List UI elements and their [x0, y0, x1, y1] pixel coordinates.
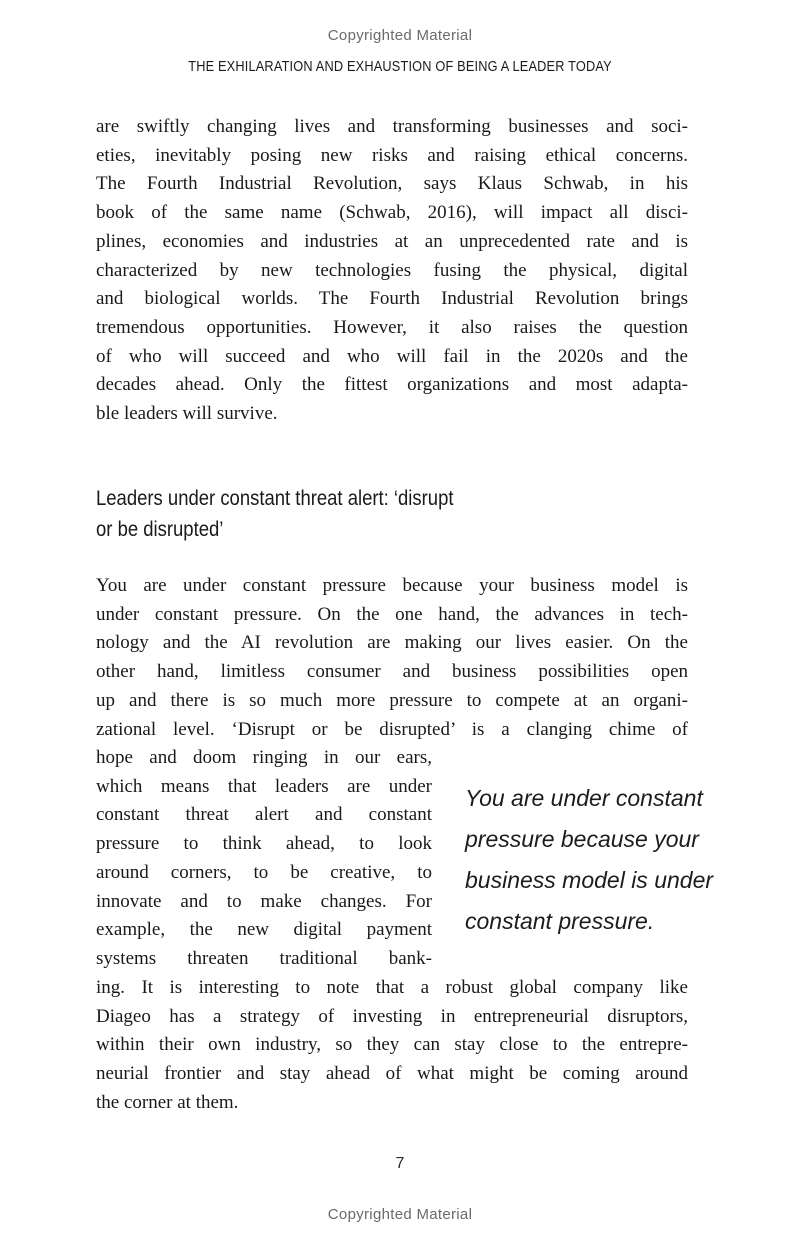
text-line: of who will succeed and who will fail in the 2020s and the [96, 345, 688, 367]
text-line: example, the new digital payment [96, 919, 432, 941]
paragraph-2-last-line: the corner at them. [96, 1091, 239, 1113]
running-header: THE EXHILARATION AND EXHAUSTION OF BEING A LEADER TODAY [188, 59, 612, 75]
section-heading [96, 483, 617, 545]
text-line: which means that leaders are under [96, 775, 432, 797]
text-line: or be disrupted’ [96, 518, 224, 541]
text-line: You are under constant [465, 785, 703, 811]
copyright-notice-bottom: Copyrighted Material [327, 1206, 473, 1223]
text-line: You are under constant pressure because your business model is [96, 575, 688, 596]
text-line: Leaders under constant threat alert: ‘disrupt [96, 487, 454, 510]
text-line: nology and the AI revolution are making our lives easier. On the [96, 632, 688, 654]
text-line: around corners, to be creative, to [96, 861, 432, 883]
text-line: plines, economies and industries at an unprecedented rate and is [96, 230, 688, 252]
text-line: other hand, limitless consumer and business possibilities open [96, 661, 688, 683]
text-line: up and there is so much more pressure to compete at an organi- [96, 689, 688, 711]
text-line: decades ahead. Only the fittest organizations and most adapta- [96, 374, 688, 396]
paragraph-1-last-line: ble leaders will survive. [96, 403, 278, 425]
text-line: zational level. ‘Disrupt or be disrupted’ is a clanging chime of [96, 718, 688, 740]
text-line: The Fourth Industrial Revolution, says Klaus Schwab, in his [96, 173, 688, 195]
paragraph-2-intro-lines [96, 572, 688, 744]
text-line: under constant pressure. On the one hand, the advances in tech- [96, 603, 688, 625]
text-line: are swiftly changing lives and transforming businesses and soci- [96, 116, 688, 137]
text-wrap-row [96, 744, 714, 974]
text-line: eties, inevitably posing new risks and raising ethical concerns. [96, 144, 688, 166]
text-line: hope and doom ringing in our ears, [96, 747, 432, 768]
page-content [96, 0, 714, 1252]
paragraph-1 [96, 113, 688, 429]
pull-quote [465, 778, 715, 942]
paragraph-2-conclusion [96, 974, 688, 1118]
text-line: pressure to think ahead, to look [96, 833, 432, 855]
text-line: innovate and to make changes. For [96, 890, 432, 912]
narrow-column [96, 744, 432, 974]
text-line: book of the same name (Schwab, 2016), will impact all disci- [96, 202, 688, 224]
text-line: systems threaten traditional bank- [96, 947, 432, 969]
text-line: constant threat alert and constant [96, 804, 432, 826]
text-line: pressure because your [465, 826, 699, 852]
paragraph-1-lines [96, 113, 688, 400]
copyright-notice-top: Copyrighted Material [327, 27, 473, 44]
text-line: within their own industry, so they can stay close to the entrepre- [96, 1034, 688, 1056]
text-line: and biological worlds. The Fourth Industrial Revolution brings [96, 288, 688, 310]
section-heading-lines [96, 483, 617, 545]
text-line: ing. It is interesting to note that a robust global company like [96, 977, 688, 998]
paragraph-2-intro [96, 572, 688, 744]
text-line: constant pressure. [465, 908, 655, 934]
text-line: Diageo has a strategy of investing in entrepreneurial disruptors, [96, 1005, 688, 1027]
paragraph-2-conclusion-lines [96, 974, 688, 1089]
pull-quote-lines [465, 778, 715, 942]
text-line: characterized by new technologies fusing the physical, digital [96, 259, 688, 281]
text-line: tremendous opportunities. However, it also raises the question [96, 316, 688, 338]
text-line: business model is under [465, 867, 714, 893]
text-line: neurial frontier and stay ahead of what might be coming around [96, 1063, 688, 1085]
page-number: 7 [395, 1155, 405, 1172]
